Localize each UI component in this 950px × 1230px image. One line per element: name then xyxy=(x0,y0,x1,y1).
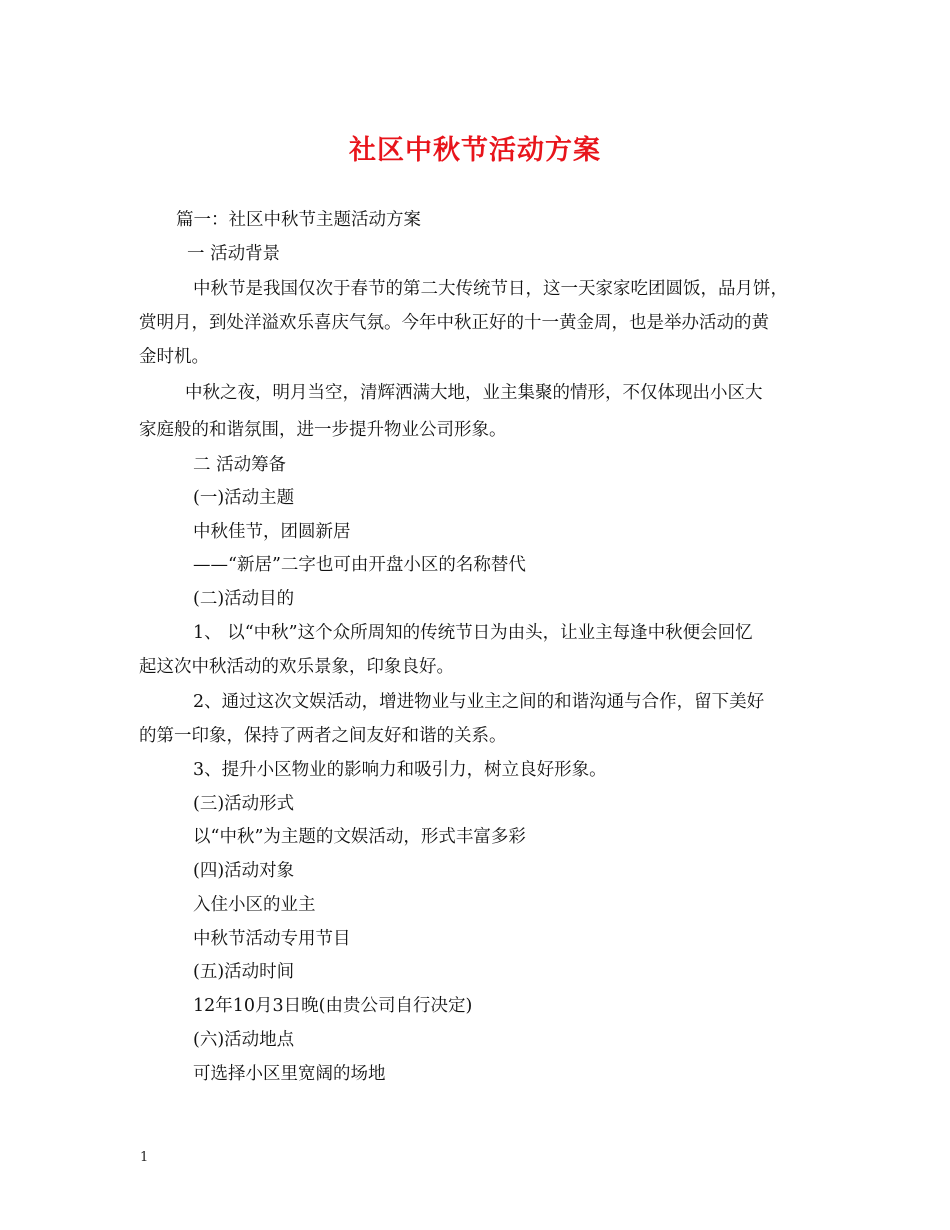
paragraph-line: 中秋佳节，团圆新居 xyxy=(193,522,351,542)
paragraph-line: 1、 以“中秋”这个众所周知的传统节日为由头，让业主每逢中秋便会回忆 xyxy=(193,623,753,643)
item-heading: (二)活动目的 xyxy=(193,589,295,609)
paragraph-line: 金时机。 xyxy=(139,347,209,367)
subsection-heading: 一 活动背景 xyxy=(187,244,281,264)
paragraph-line: 入住小区的业主 xyxy=(193,895,316,915)
item-heading: (四)活动对象 xyxy=(193,861,295,881)
page-number: 1 xyxy=(140,1150,149,1165)
item-heading: (一)活动主题 xyxy=(193,488,295,508)
paragraph-line: 中秋之夜，明月当空，清辉洒满大地，业主集聚的情形，不仅体现出小区大 xyxy=(185,383,763,403)
item-heading: (五)活动时间 xyxy=(193,962,295,982)
item-heading: (三)活动形式 xyxy=(193,794,295,814)
paragraph-line: 起这次中秋活动的欢乐景象，印象良好。 xyxy=(139,657,454,677)
paragraph-line: 3、提升小区物业的影响力和吸引力，树立良好形象。 xyxy=(193,760,607,780)
paragraph-line: 可选择小区里宽阔的场地 xyxy=(193,1064,386,1084)
paragraph-line: 2、通过这次文娱活动，增进物业与业主之间的和谐沟通与合作，留下美好 xyxy=(193,692,765,712)
document-title: 社区中秋节活动方案 xyxy=(349,135,601,166)
paragraph-line: 中秋节是我国仅次于春节的第二大传统节日，这一天家家吃团圆饭，品月饼， xyxy=(193,279,788,299)
paragraph-line: 的第一印象，保持了两者之间友好和谐的关系。 xyxy=(139,726,507,746)
paragraph-line: 赏明月，到处洋溢欢乐喜庆气氛。今年中秋正好的十一黄金周，也是举办活动的黄 xyxy=(139,313,769,333)
subsection-heading: 二 活动筹备 xyxy=(193,455,287,475)
item-heading: (六)活动地点 xyxy=(193,1030,295,1050)
paragraph-line: 中秋节活动专用节目 xyxy=(193,929,351,949)
paragraph-line: 家庭般的和谐氛围，进一步提升物业公司形象。 xyxy=(139,420,507,440)
paragraph-line: ——“新居”二字也可由开盘小区的名称替代 xyxy=(193,555,526,575)
section-heading: 篇一：社区中秋节主题活动方案 xyxy=(176,210,421,230)
paragraph-line: 12年10月3日晚(由贵公司自行决定) xyxy=(193,996,473,1016)
paragraph-line: 以“中秋”为主题的文娱活动，形式丰富多彩 xyxy=(193,827,526,847)
